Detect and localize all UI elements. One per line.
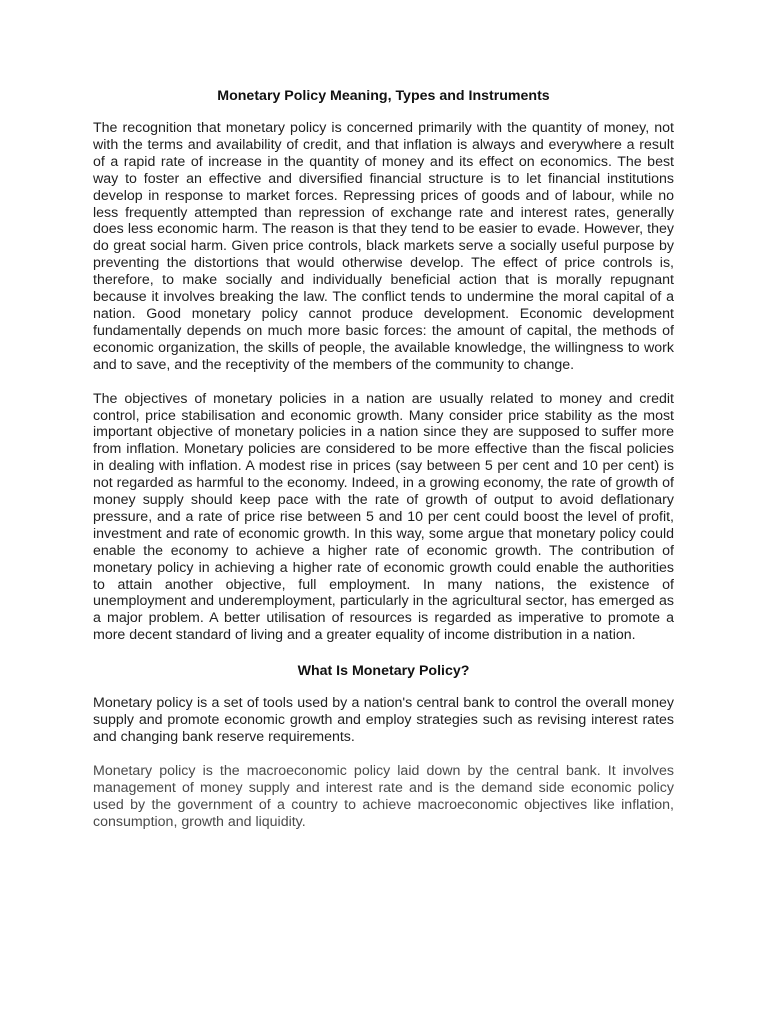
macroeconomic-paragraph: Monetary policy is the macroeconomic policy laid down by the central bank. It involves management of money supply and interest rate and is the demand side economic policy used by the government of a country to achieve macroeconomic objectives like inflation, consumption, growth and liquidity. xyxy=(93,762,674,830)
intro-paragraph: The recognition that monetary policy is concerned primarily with the quantity of money, not with the terms and availability of credit, and that inflation is always and everywhere a result of a rapid rate of increase in the quantity of money and its effect on economics. The best way to foster an effective and diversified financial structure is to let financial institutions develop in response to market forces. Repressing prices of goods and of labour, while no less frequently attempted than repression of exchange rate and interest rates, generally does less economic harm. The reason is that they tend to be easier to evade. However, they do great social harm. Given price controls, black markets serve a socially useful purpose by preventing the distortions that would otherwise develop. The effect of price controls is, therefore, to make socially and individually beneficial action that is morally repugnant because it involves breaking the law. The conflict tends to undermine the moral capital of a nation. Good monetary policy cannot produce development. Economic development fundamentally depends on much more basic forces: the amount of capital, the methods of economic organization, the skills of people, the available knowledge, the willingness to work and to save, and the receptivity of the members of the community to change. xyxy=(93,120,674,373)
objectives-paragraph: The objectives of monetary policies in a nation are usually related to money and credit control, price stabilisation and economic growth. Many consider price stability as the most important objective of monetary policies in a nation since they are supposed to suffer more from inflation. Monetary policies are considered to be more effective than the fiscal policies in dealing with inflation. A modest rise in prices (say between 5 per cent and 10 per cent) is not regarded as harmful to the economy. Indeed, in a growing economy, the rate of growth of money supply should keep pace with the rate of growth of output to avoid deflationary pressure, and a rate of price rise between 5 and 10 per cent could boost the level of profit, investment and rate of economic growth. In this way, some argue that monetary policy could enable the economy to achieve a higher rate of economic growth. The contribution of monetary policy in achieving a higher rate of economic growth could enable the authorities to attain another objective, full employment. In many nations, the existence of unemployment and underemployment, particularly in the agricultural sector, has emerged as a major problem. A better utilisation of resources is regarded as imperative to promote a more decent standard of living and a greater equality of income distribution in a nation. xyxy=(93,390,674,644)
definition-paragraph: Monetary policy is a set of tools used by a nation's central bank to control the overall money supply and promote economic growth and employ strategies such as revising interest rates and changing bank reserve requirements. xyxy=(93,695,674,745)
document-title: Monetary Policy Meaning, Types and Instruments xyxy=(217,88,550,104)
section-heading: What Is Monetary Policy? xyxy=(297,663,470,680)
